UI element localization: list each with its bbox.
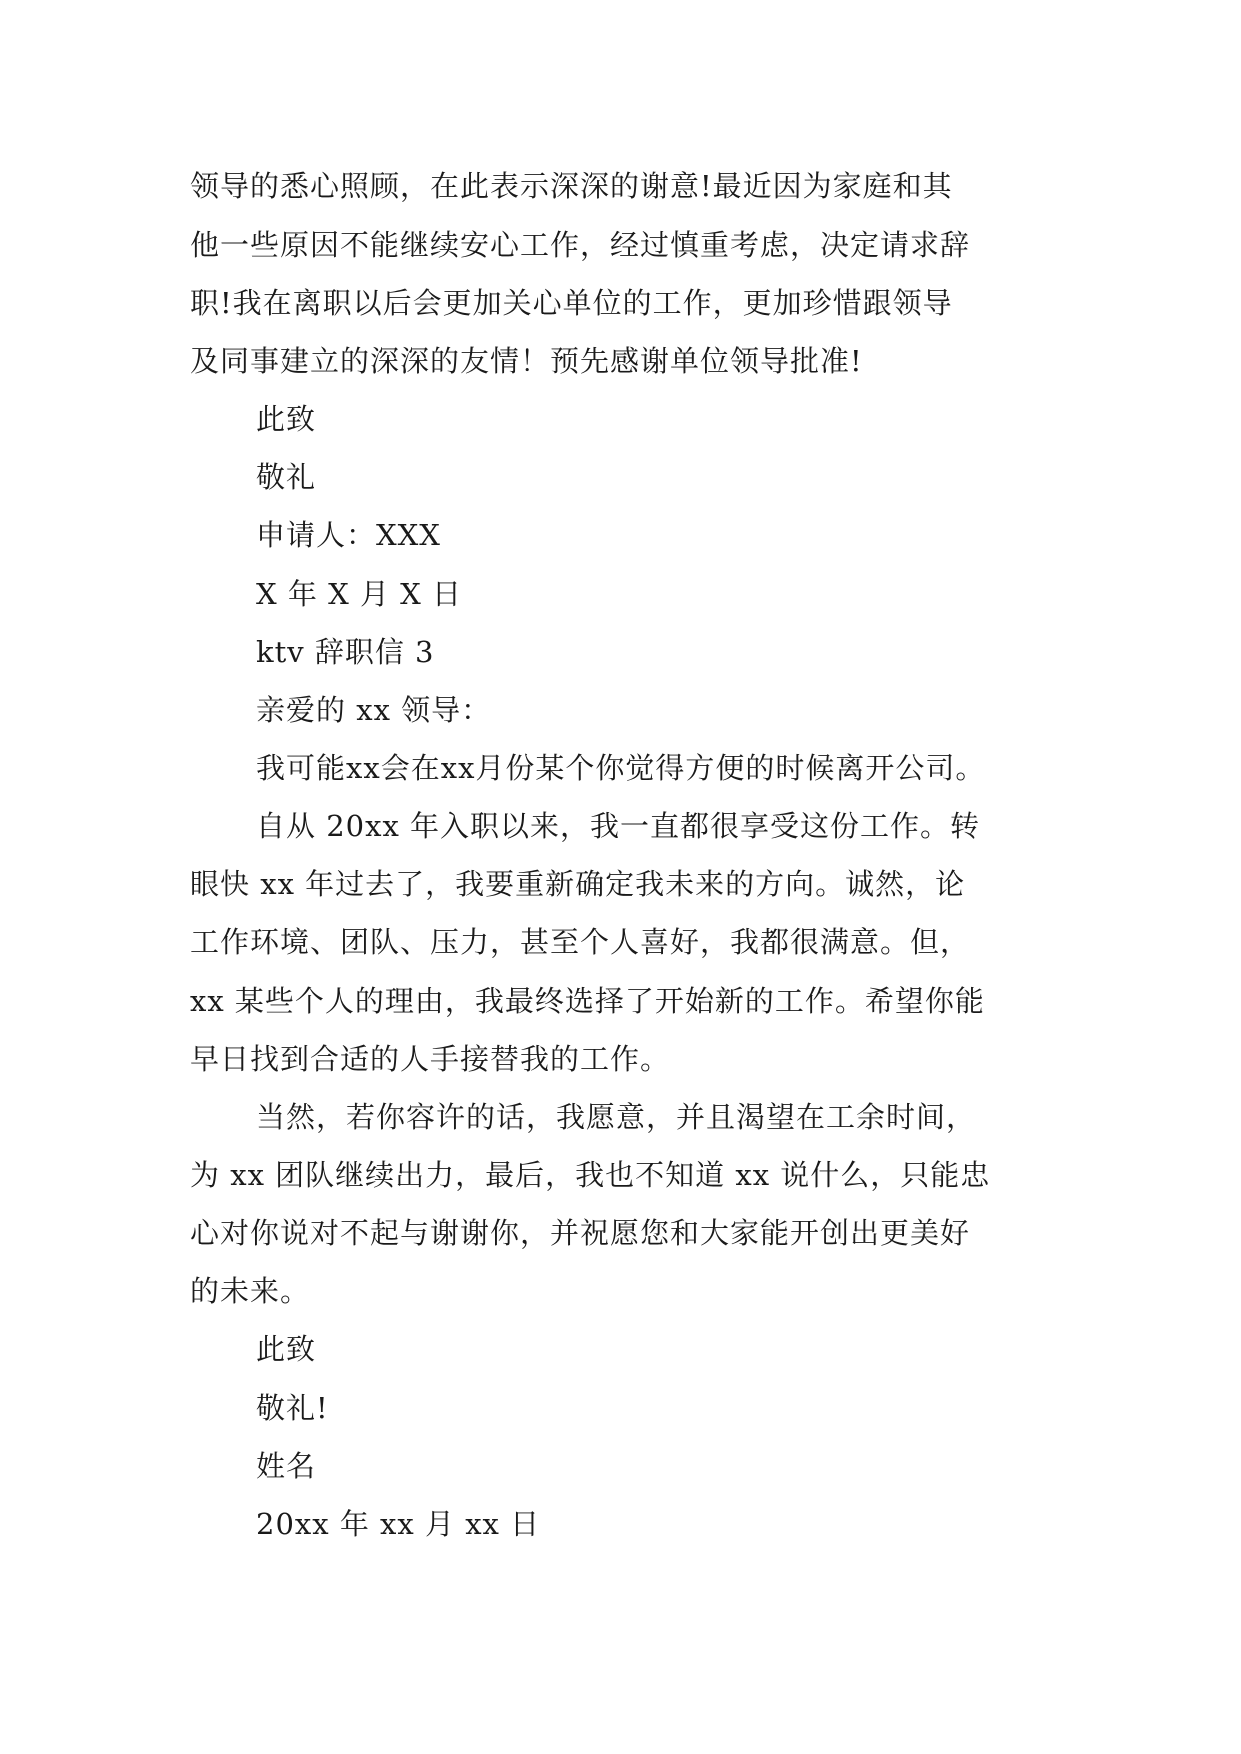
paragraph-line: 为 xx 团队继续出力，最后，我也不知道 xx 说什么，只能忠 xyxy=(190,1158,991,1192)
closing-line: 此致 xyxy=(256,1332,317,1366)
paragraph-line: 工作环境、团队、压力，甚至个人喜好，我都很满意。但， xyxy=(190,925,971,959)
letter-heading: ktv 辞职信 3 xyxy=(256,635,435,669)
paragraph-line: 及同事建立的深深的友情！预先感谢单位领导批准! xyxy=(190,344,863,378)
paragraph-line: 我可能xx会在xx月份某个你觉得方便的时候离开公司。 xyxy=(256,751,986,785)
paragraph-line: 眼快 xx 年过去了，我要重新确定我未来的方向。诚然，论 xyxy=(190,867,966,901)
signature-line: 姓名 xyxy=(256,1449,317,1483)
paragraph-line: 当然，若你容许的话，我愿意，并且渴望在工余时间， xyxy=(256,1100,977,1134)
date-line: 20xx 年 xx 月 xx 日 xyxy=(256,1507,541,1541)
closing-line: 敬礼! xyxy=(256,1391,329,1425)
paragraph-line: 领导的悉心照顾，在此表示深深的谢意!最近因为家庭和其 xyxy=(190,169,953,203)
salutation-line: 亲爱的 xx 领导： xyxy=(256,693,492,727)
paragraph-line: 自从 20xx 年入职以来，我一直都很享受这份工作。转 xyxy=(256,809,981,843)
paragraph-line: 的未来。 xyxy=(190,1274,311,1308)
closing-line: 此致 xyxy=(256,402,317,436)
paragraph-line: 心对你说对不起与谢谢你，并祝愿您和大家能开创出更美好 xyxy=(190,1216,971,1250)
signature-line: 申请人：XXX xyxy=(256,518,441,552)
paragraph-line: 他一些原因不能继续安心工作，经过慎重考虑，决定请求辞 xyxy=(190,228,971,262)
paragraph-line: 早日找到合适的人手接替我的工作。 xyxy=(190,1042,671,1076)
date-line: X 年 X 月 X 日 xyxy=(256,577,463,611)
paragraph-line: xx 某些个人的理由，我最终选择了开始新的工作。希望你能 xyxy=(190,984,985,1018)
closing-line: 敬礼 xyxy=(256,460,317,494)
paragraph-line: 职!我在离职以后会更加关心单位的工作，更加珍惜跟领导 xyxy=(190,286,953,320)
